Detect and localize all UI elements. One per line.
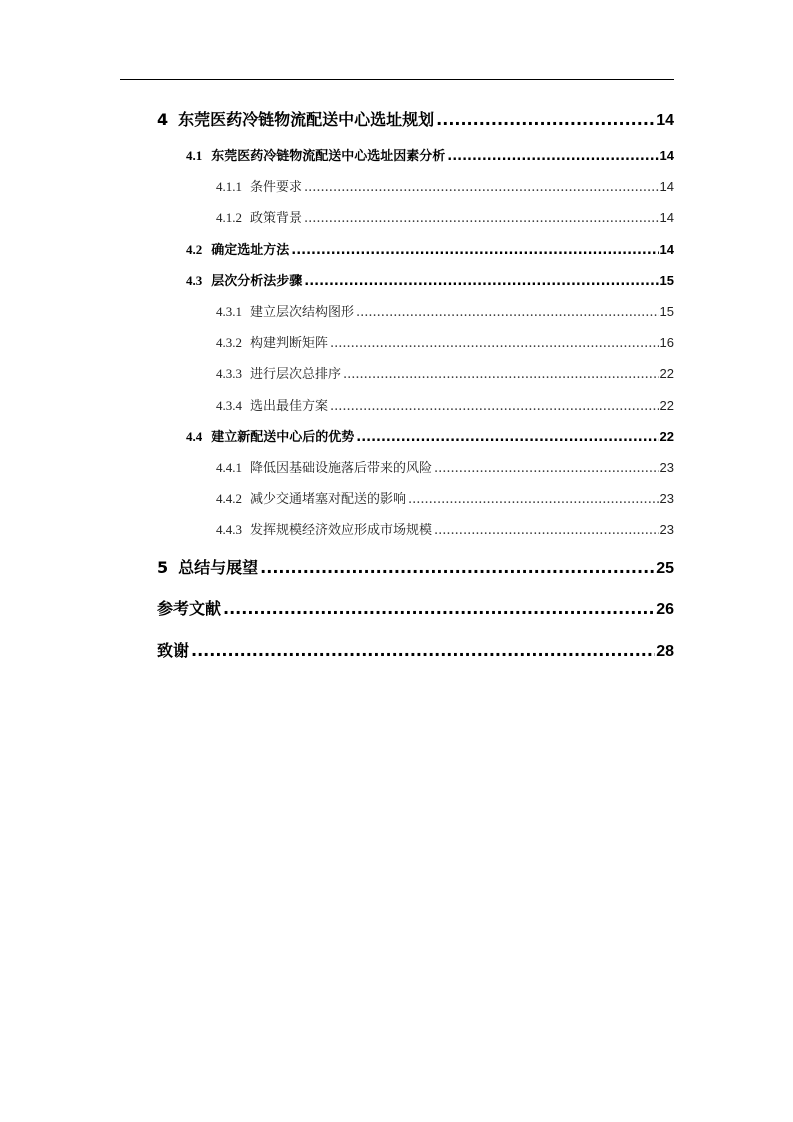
toc-leader-dots <box>447 149 658 164</box>
toc-entry-subsection-4-3-2[interactable] <box>216 332 674 351</box>
toc-entry-title: 总结与展望 <box>178 558 259 577</box>
toc-entry-number: 4.1.1 <box>216 179 242 194</box>
toc-entry-title: 进行层次总排序 <box>250 367 342 382</box>
toc-entry-page: 16 <box>659 335 674 350</box>
toc-entry-number: 4.1 <box>186 148 203 163</box>
toc-leader-dots <box>304 274 658 289</box>
toc-entry-section-4-2[interactable] <box>186 239 674 258</box>
toc-entry-acknowledgements[interactable] <box>157 638 674 661</box>
toc-entry-chapter-5[interactable] <box>157 555 674 578</box>
toc-leader-dots <box>356 305 659 320</box>
toc-entry-number: 4 <box>157 110 169 129</box>
toc-leader-dots <box>436 110 655 129</box>
toc-leader-dots <box>223 599 655 618</box>
toc-entry-title: 确定选址方法 <box>211 243 290 258</box>
toc-entry-page: 15 <box>659 304 674 319</box>
toc-entry-section-4-3[interactable] <box>186 270 674 289</box>
toc-entry-section-4-4[interactable] <box>186 426 674 445</box>
toc-entry-subsection-4-4-2[interactable] <box>216 488 674 507</box>
toc-leader-dots <box>356 430 658 445</box>
toc-entry-section-4-1[interactable] <box>186 145 674 164</box>
toc-entry-number: 4.3.3 <box>216 366 242 381</box>
toc-entry-number: 4.2 <box>186 242 203 257</box>
toc-entry-subsection-4-4-3[interactable] <box>216 519 674 538</box>
toc-leader-dots <box>434 461 659 476</box>
toc-entry-page: 22 <box>659 398 674 413</box>
toc-entry-chapter-4[interactable] <box>157 107 674 130</box>
toc-entry-page: 23 <box>659 491 674 506</box>
toc-entry-title: 降低因基础设施落后带来的风险 <box>250 461 433 476</box>
toc-entry-page: 28 <box>656 643 674 660</box>
toc-leader-dots <box>408 492 659 507</box>
toc-leader-dots <box>304 180 659 195</box>
toc-entry-number: 4.3 <box>186 273 203 288</box>
toc-entry-page: 23 <box>659 522 674 537</box>
toc-entry-number: 4.4 <box>186 429 203 444</box>
toc-entry-subsection-4-3-3[interactable] <box>216 363 674 382</box>
toc-entry-title: 层次分析法步骤 <box>211 274 303 289</box>
toc-entry-references[interactable] <box>157 596 674 619</box>
toc-leader-dots <box>330 399 659 414</box>
toc-leader-dots <box>434 523 659 538</box>
toc-entry-title: 建立新配送中心后的优势 <box>211 430 355 445</box>
toc-entry-subsection-4-3-1[interactable] <box>216 301 674 320</box>
toc-entry-title: 东莞医药冷链物流配送中心选址规划 <box>178 110 435 129</box>
toc-entry-subsection-4-1-1[interactable] <box>216 176 674 195</box>
toc-leader-dots <box>304 211 659 226</box>
toc-entry-number: 4.4.2 <box>216 491 242 506</box>
toc-entry-page: 14 <box>659 179 674 194</box>
toc-leader-dots <box>260 558 655 577</box>
toc-entry-title: 政策背景 <box>250 211 303 226</box>
toc-entry-subsection-4-1-2[interactable] <box>216 207 674 226</box>
toc-entry-number: 4.4.1 <box>216 460 242 475</box>
toc-entry-subsection-4-4-1[interactable] <box>216 457 674 476</box>
toc-entry-page: 14 <box>659 242 674 257</box>
toc-entry-number: 4.3.2 <box>216 335 242 350</box>
toc-leader-dots <box>343 367 659 382</box>
toc-entry-title: 发挥规模经济效应形成市场规模 <box>250 523 433 538</box>
toc-leader-dots <box>291 243 658 258</box>
toc-entry-title: 条件要求 <box>250 180 303 195</box>
toc-entry-title: 东莞医药冷链物流配送中心选址因素分析 <box>211 149 446 164</box>
toc-entry-page: 26 <box>656 601 674 618</box>
toc-entry-title: 选出最佳方案 <box>250 399 329 414</box>
toc-entry-number: 4.3.1 <box>216 304 242 319</box>
toc-entry-page: 14 <box>656 112 674 129</box>
toc-entry-page: 22 <box>659 366 674 381</box>
toc-entry-number: 4.3.4 <box>216 398 242 413</box>
toc-entry-page: 22 <box>659 429 674 444</box>
toc-entry-number: 5 <box>157 558 169 577</box>
toc-leader-dots <box>330 336 659 351</box>
toc-entry-title: 参考文献 <box>157 599 222 618</box>
toc-leader-dots <box>191 641 655 660</box>
toc-entry-number: 4.1.2 <box>216 210 242 225</box>
toc-entry-subsection-4-3-4[interactable] <box>216 395 674 414</box>
toc-entry-title: 建立层次结构图形 <box>250 305 355 320</box>
toc-entry-title: 构建判断矩阵 <box>250 336 329 351</box>
toc-entry-title: 致谢 <box>157 641 190 660</box>
toc-entry-page: 14 <box>659 148 674 163</box>
toc-entry-title: 减少交通堵塞对配送的影响 <box>250 492 407 507</box>
toc-entry-number: 4.4.3 <box>216 522 242 537</box>
toc-entry-page: 23 <box>659 460 674 475</box>
toc-entry-page: 15 <box>659 273 674 288</box>
toc-entry-page: 25 <box>656 560 674 577</box>
toc-entry-page: 14 <box>659 210 674 225</box>
